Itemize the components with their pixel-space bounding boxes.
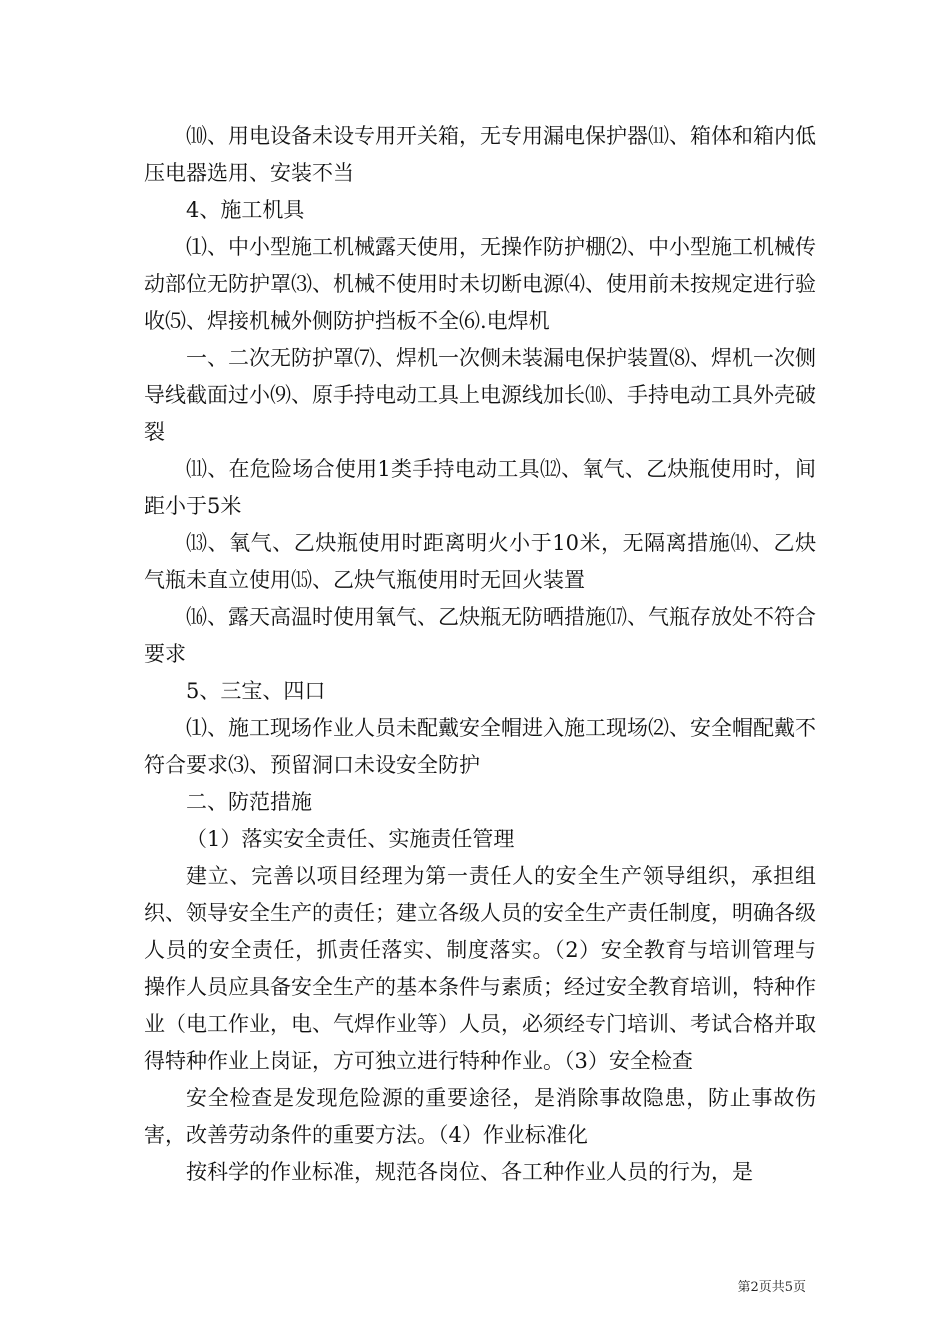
document-body — [144, 118, 816, 1191]
paragraph-oxygen-acetylene: ⒀、氧气、乙炔瓶使用时距离明火小于10米，无隔离措施⒁、乙炔气瓶未直立使用⒂、乙炔气瓶使用时无回火装置 — [144, 531, 816, 592]
heading-safety-responsibility: （1）落实安全责任、实施责任管理 — [186, 827, 515, 851]
paragraph-welding-issues: 一、二次无防护罩⑺、焊机一次侧未装漏电保护装置⑻、焊机一次侧导线截面过小⑼、原手持电动工具上电源线加长⑽、手持电动工具外壳破裂 — [144, 346, 816, 444]
heading-three-treasures: 5、三宝、四口 — [186, 679, 326, 703]
paragraph-electrical-equipment: ⑽、用电设备未设专用开关箱，无专用漏电保护器⑾、箱体和箱内低压电器选用、安装不当 — [144, 124, 816, 185]
paragraph-hazardous-tools: ⑾、在危险场合使用1类手持电动工具⑿、氧气、乙炔瓶使用时，间距小于5米 — [144, 457, 816, 518]
paragraph-responsibility-training: 建立、完善以项目经理为第一责任人的安全生产领导组织，承担组织、领导安全生产的责任；建立各级人员的安全生产责任制度，明确各级人员的安全责任，抓责任落实、制度落实。（2）安全教育与培训管理与操作人员应具备安全生产的基本条件与素质；经过安全教育培训，特种作业（电工作业，电、气焊作业等）人员，必须经专门培训、考试合格并取得特种作业上岗证，方可独立进行特种作业。（3）安全检查 — [144, 864, 816, 1073]
paragraph-cylinder-storage: ⒃、露天高温时使用氧气、乙炔瓶无防晒措施⒄、气瓶存放处不符合要求 — [144, 605, 816, 666]
page-number: 第2页共5页 — [737, 1280, 806, 1295]
paragraph-machinery-issues: ⑴、中小型施工机械露天使用，无操作防护棚⑵、中小型施工机械传动部位无防护罩⑶、机械不使用时未切断电源⑷、使用前未按规定进行验收⑸、焊接机械外侧防护挡板不全⑹.电焊机 — [144, 235, 816, 333]
paragraph-work-standards: 按科学的作业标准，规范各岗位、各工种作业人员的行为，是 — [186, 1160, 753, 1184]
paragraph-safety-inspection: 安全检查是发现危险源的重要途径，是消除事故隐患，防止事故伤害，改善劳动条件的重要方法。（4）作业标准化 — [144, 1086, 816, 1147]
paragraph-helmets-openings: ⑴、施工现场作业人员未配戴安全帽进入施工现场⑵、安全帽配戴不符合要求⑶、预留洞口未设安全防护 — [144, 716, 816, 777]
heading-construction-machinery: 4、施工机具 — [186, 198, 305, 222]
heading-preventive-measures: 二、防范措施 — [186, 790, 312, 814]
